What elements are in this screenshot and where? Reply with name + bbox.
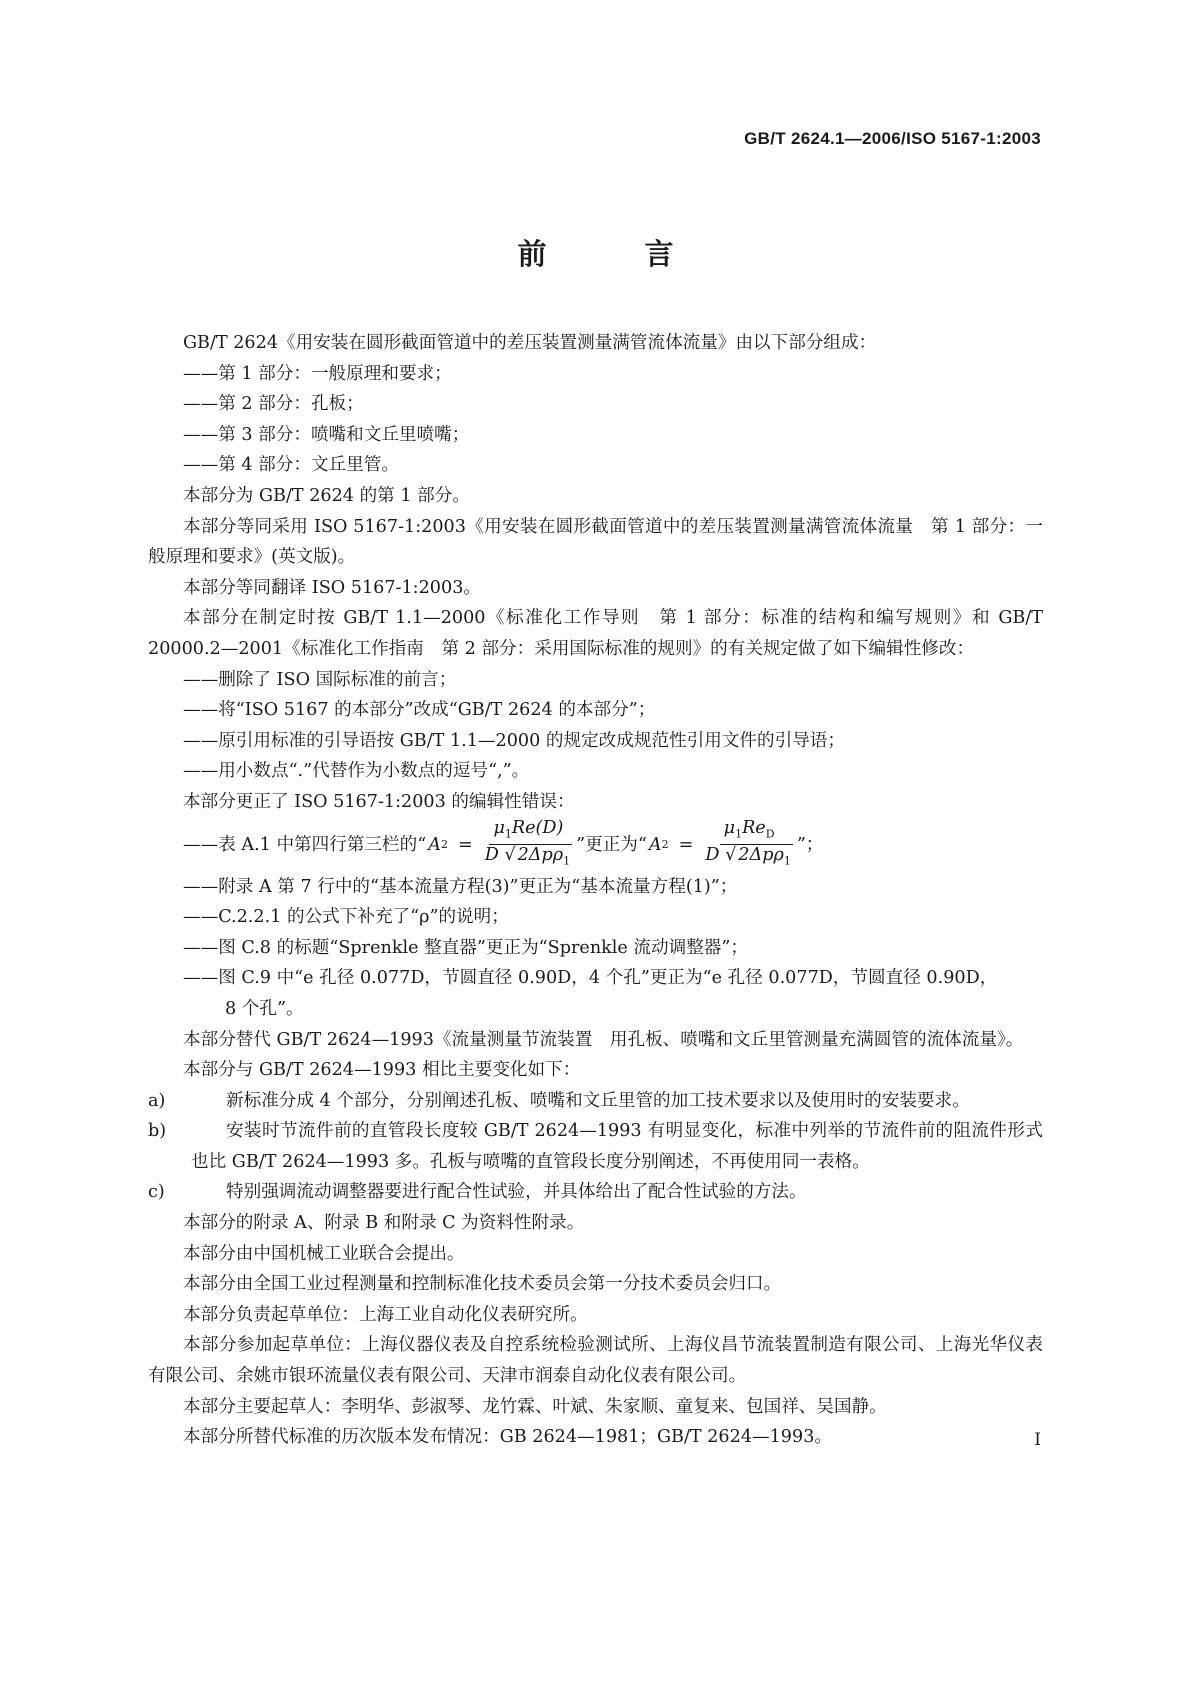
paragraph: 本部分在制定时按 GB/T 1.1—2000《标准化工作导则 第 1 部分：标准的结构和编写规则》和 GB/T 20000.2—2001《标准化工作指南 第 2 部分：采用国际标准的规则》的有关规定做了如下编辑性修改： <box>148 608 1043 659</box>
old-formula: A 2 = $\frac{\mu_1Re(D)}{D √ 2\Delta p\rho_1}$ <box>428 817 571 868</box>
paragraph: 本部分由全国工业过程测量和控制标准化技术委员会第一分技术委员会归口。 <box>183 1274 782 1295</box>
errata-item: ——图 C.9 中“e 孔径 0.077D，节圆直径 0.90D，4 个孔”更正为“e 孔径 0.077D，节圆直径 0.90D， 8 个孔”。 <box>183 968 998 1019</box>
paragraph: 本部分的附录 A、附录 B 和附录 C 为资料性附录。 <box>183 1213 585 1234</box>
paragraph: 本部分主要起草人：李明华、彭淑琴、龙竹霖、叶斌、朱家顺、童复来、包国祥、吴国静。 <box>183 1396 887 1417</box>
errata-item: ——图 C.8 的标题“Sprenkle 整直器”更正为“Sprenkle 流动调整器”； <box>183 937 748 958</box>
paragraph: 本部分负责起草单位：上海工业自动化仪表研究所。 <box>183 1304 588 1325</box>
errata-item: ——C.2.2.1 的公式下补充了“ρ”的说明； <box>183 907 509 928</box>
part-item: ——第 3 部分：喷嘴和文丘里喷嘴； <box>183 424 470 445</box>
change-item: a) 新标准分成 4 个部分，分别阐述孔板、喷嘴和文丘里管的加工技术要求以及使用时的安装要求。 <box>148 1090 970 1111</box>
change-item: c) 特别强调流动调整器要进行配合性试验，并具体给出了配合性试验的方法。 <box>148 1182 807 1203</box>
paragraph: 本部分替代 GB/T 2624—1993《流量测量节流装置 用孔板、喷嘴和文丘里管测量充满圆管的流体流量》。 <box>183 1029 1024 1050</box>
errata-formula-item: ——表 A.1 中第四行第三栏的“ A 2 = $\frac{\mu_1Re(D)}{D √ 2\Delta p\rho_1}$ ”更正为“ A 2 = $\frac{\mu_1Re_D}{D √ 2\Delta p\rho_1}$ ”； <box>148 818 1043 872</box>
part-item: ——第 4 部分：文丘里管。 <box>183 455 399 476</box>
paragraph: 本部分所替代标准的历次版本发布情况：GB 2624—1981；GB/T 2624—1993。 <box>183 1427 832 1448</box>
edit-item: ——将“ISO 5167 的本部分”改成“GB/T 2624 的本部分”； <box>183 700 656 721</box>
paragraph: 本部分等同采用 ISO 5167-1:2003《用安装在圆形截面管道中的差压装置测量满管流体流量 第 1 部分：一般原理和要求》(英文版)。 <box>148 516 1043 568</box>
page-number: I <box>1034 1430 1041 1450</box>
paragraph: 本部分参加起草单位：上海仪器仪表及自控系统检验测试所、上海仪昌节流装置制造有限公司、上海光华仪表有限公司、余姚市银环流量仪表有限公司、天津市润泰自动化仪表有限公司。 <box>148 1335 1043 1387</box>
paragraph: 本部分更正了 ISO 5167-1:2003 的编辑性错误： <box>183 791 575 812</box>
part-item: ——第 2 部分：孔板； <box>183 394 364 415</box>
part-item: ——第 1 部分：一般原理和要求； <box>183 363 452 384</box>
paragraph: 本部分由中国机械工业联合会提出。 <box>183 1243 465 1264</box>
paragraph: 本部分与 GB/T 2624—1993 相比主要变化如下： <box>183 1060 581 1081</box>
errata-item: ——附录 A 第 7 行中的“基本流量方程(3)”更正为“基本流量方程(1)”； <box>183 876 738 897</box>
change-item: b) 安装时节流件前的直管段长度较 GB/T 2624—1993 有明显变化，标准中列举的节流件前的阻流件形式也比 GB/T 2624—1993 多。孔板与喷嘴的直管段长度分别阐述，不再使用同一表格。 <box>148 1121 1043 1172</box>
page-title: 前 言 <box>517 237 718 271</box>
intro-paragraph: GB/T 2624《用安装在圆形截面管道中的差压装置测量满管流体流量》由以下部分组成： <box>183 333 877 353</box>
document-body <box>148 328 1043 1453</box>
paragraph: 本部分为 GB/T 2624 的第 1 部分。 <box>183 485 470 506</box>
edit-item: ——删除了 ISO 国际标准的前言； <box>183 669 457 690</box>
standard-code: GB/T 2624.1—2006/ISO 5167-1:2003 <box>744 129 1041 148</box>
paragraph: 本部分等同翻译 ISO 5167-1:2003。 <box>183 577 481 598</box>
edit-item: ——用小数点“.”代替作为小数点的逗号“,”。 <box>183 761 530 782</box>
new-formula: A 2 = $\frac{\mu_1Re_D}{D √ 2\Delta p\rho_1}$ <box>648 817 791 868</box>
edit-item: ——原引用标准的引导语按 GB/T 1.1—2000 的规定改成规范性引用文件的引导语； <box>183 730 845 751</box>
